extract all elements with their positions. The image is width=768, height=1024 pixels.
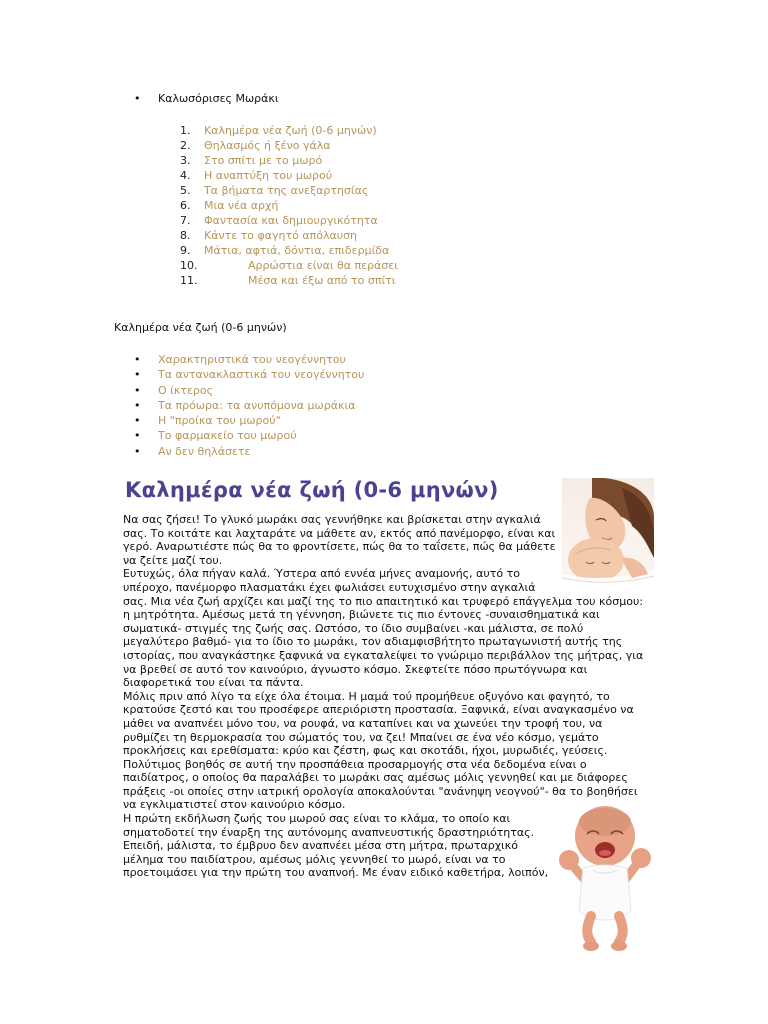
text-line: ρυθμίζει τη θερμοκρασία του σώματός του, να ζει! Μπαίνει σε ένα νέο κόσμο, γεμάτο (123, 730, 599, 744)
toc-number: 5. (180, 184, 191, 197)
text-line: προετοιμάσει για την πρώτη του αναπνοή. Με έναν ειδικό καθετήρα, λοιπόν, (123, 866, 549, 880)
toc-number: 1. (180, 124, 191, 137)
text-line: κρατούσε ζεστό και του προσέφερε απεριόριστη προστασία. Ξαφνικά, είναι αναγκασμένο να (123, 703, 634, 717)
toc-item (180, 258, 398, 273)
toc-number: 3. (180, 154, 191, 167)
subtopic-list (134, 352, 364, 459)
toc-link[interactable]: Μέσα και έξω από το σπίτι (248, 274, 396, 287)
subtopic-link[interactable]: Η "προίκα του μωρού" (158, 414, 281, 428)
bullet-dot: • (134, 444, 141, 458)
section-heading: Καλημέρα νέα ζωή (0-6 μηνών) (114, 321, 287, 334)
bullet-dot: • (134, 92, 141, 105)
subtopic-link[interactable]: Το φαρμακείο του μωρού (158, 429, 297, 443)
crying-baby-photo (555, 800, 655, 955)
text-line: μεγαλύτερο βαθμό- για το ίδιο το μωράκι, τον αδιαμφισβήτητο πρωταγωνιστή αυτής της (123, 635, 623, 649)
toc-link[interactable]: Αρρώστια είναι θα περάσει (248, 259, 398, 272)
text-line: σας. Μια νέα ζωή αρχίζει και μαζί της το πιο απαιτητικό και τρυφερό επάγγελμα του κόσμου: (123, 594, 644, 608)
toc-link[interactable]: Θηλασμός ή ξένο γάλα (204, 139, 331, 152)
subtopic-link[interactable]: Τα πρόωρα: τα ανυπόμονα μωράκια (158, 398, 356, 412)
subtopic-link[interactable]: Τα αντανακλαστικά του νεογέννητου (158, 368, 365, 382)
text-line: σας. Το κοιτάτε και λαχταράτε να μάθετε αν, εκτός από πανέμορφο, είναι και (123, 526, 556, 540)
toc-link[interactable]: Καλημέρα νέα ζωή (0-6 μηνών) (204, 124, 377, 137)
subtopic-link[interactable]: Ο ίκτερος (158, 383, 214, 397)
text-line: Η πρώτη εκδήλωση ζωής του μωρού σας είναι το κλάμα, το οποίο και (123, 812, 511, 826)
toc-number: 8. (180, 229, 191, 242)
text-line: σωματικά- στιγμές της ζωής σας. Ωστόσο, το ίδιο συμβαίνει -και μάλιστα, σε πολύ (123, 621, 584, 635)
bullet-dot: • (134, 368, 141, 382)
text-line: να εγκλιματιστεί στον καινούριο κόσμο. (123, 798, 346, 812)
toc-item (180, 183, 398, 198)
toc-number: 11. (180, 274, 198, 287)
toc-link[interactable]: Φαντασία και δημιουργικότητα (204, 214, 378, 227)
text-line: Πολύτιμος βοηθός σε αυτή την προσπάθεια προσαρμογής στα νέα δεδομένα είναι ο (123, 757, 587, 771)
toc-link[interactable]: Τα βήματα της ανεξαρτησίας (204, 184, 369, 197)
text-line: σηματοδοτεί την έναρξη της αυτόνομης αναπνευστικής δραστηριότητας. (123, 825, 535, 839)
subtopic-item (134, 367, 364, 382)
text-line: Να σας ζήσει! Το γλυκό μωράκι σας γεννήθηκε και βρίσκεται στην αγκαλιά (123, 513, 541, 526)
subtopic-item (134, 398, 364, 413)
toc-number: 6. (180, 199, 191, 212)
text-line: μέλημα του παιδίατρου, αμέσως μόλις γεννηθεί το μωρό, είναι να το (123, 852, 506, 866)
toc-number: 4. (180, 169, 191, 182)
subtopic-link[interactable]: Αν δεν θηλάσετε (158, 444, 251, 458)
bullet-dot: • (134, 353, 141, 366)
bullet-dot: • (134, 383, 141, 397)
top-bullet-item (134, 92, 279, 105)
table-of-contents (180, 123, 398, 288)
text-line: διαφορετικά του είναι τα πάντα. (123, 676, 304, 690)
toc-item (180, 138, 398, 153)
toc-item (180, 228, 398, 243)
subtopic-link[interactable]: Χαρακτηριστικά του νεογέννητου (158, 353, 346, 366)
text-line: γερό. Αναρωτιέστε πώς θα το φροντίσετε, πώς θα το ταΐσετε, πώς θα μάθετε (123, 540, 556, 554)
subtopic-item (134, 352, 364, 367)
text-line: παιδίατρος, ο οποίος θα παραλάβει το μωράκι σας αμέσως μόλις γεννηθεί και με διάφορες (123, 771, 628, 785)
toc-number: 10. (180, 259, 198, 272)
text-line: Ευτυχώς, όλα πήγαν καλά. Ύστερα από εννέα μήνες αναμονής, αυτό το (123, 567, 520, 581)
toc-link[interactable]: Η αναπτύξη του μωρού (204, 169, 333, 182)
text-line: μάθει να αναπνέει μόνο του, να ρουφά, να καταπίνει και να χωνεύει την τροφή του, να (123, 716, 603, 730)
bullet-dot: • (134, 414, 141, 428)
text-line: η μητρότητα. Αμέσως μετά τη γέννηση, βιώνετε τις πιο έντονες -συναισθηματικά και (123, 608, 600, 622)
toc-link[interactable]: Κάντε το φαγητό απόλαυση (204, 229, 358, 242)
toc-link[interactable]: Μια νέα αρχή (204, 199, 279, 212)
text-line: υπέροχο, πανέμορφο πλασματάκι έχει φωλιάσει ευτυχισμένο στην αγκαλιά (123, 580, 536, 594)
toc-link[interactable]: Μάτια, αφτιά, δόντια, επιδερμίδα (204, 244, 390, 257)
text-line: να βρεθεί σε αυτό τον καινούριο, άγνωστο κόσμο. Σκεφτείτε πόσο πρωτόγνωρα και (123, 662, 588, 676)
text-line: ιστορίας, που αναγκάστηκε ξαφνικά να εγκαταλείψει το γνώριμο περιβάλλον της μήτρας, για (123, 648, 644, 662)
text-line: Μόλις πριν από λίγο τα είχε όλα έτοιμα. Η μαμά τού προμήθευε οξυγόνο και φαγητό, το (123, 689, 610, 703)
subtopic-item (134, 444, 364, 459)
toc-item (180, 153, 398, 168)
text-line: πράξεις -οι οποίες στην ιατρική ορολογία αποκαλούνται "ανάνηψη νεογνού"- θα το βοηθήσει (123, 784, 638, 798)
subtopic-item (134, 413, 364, 428)
toc-link[interactable]: Στο σπίτι με το μωρό (204, 154, 323, 167)
toc-item (180, 168, 398, 183)
text-line: προκλήσεις και ερεθίσματα: κρύο και ζέστη, φως και σκοτάδι, ήχοι, μυρωδιές, γεύσεις. (123, 744, 608, 758)
toc-number: 7. (180, 214, 191, 227)
subtopic-item (134, 383, 364, 398)
toc-item (180, 123, 398, 138)
subtopic-item (134, 428, 364, 443)
toc-item (180, 273, 398, 288)
bullet-dot: • (134, 398, 141, 412)
toc-number: 9. (180, 244, 191, 257)
toc-item (180, 243, 398, 258)
text-line: να ζείτε μαζί του. (123, 553, 223, 567)
toc-item (180, 198, 398, 213)
toc-number: 2. (180, 139, 191, 152)
top-bullet-label: Καλωσόρισες Μωράκι (158, 92, 279, 105)
text-line: Επειδή, μάλιστα, το έμβρυο δεν αναπνέει μέσα στη μήτρα, πρωταρχικό (123, 839, 518, 853)
bullet-dot: • (134, 429, 141, 443)
article-title: Καλημέρα νέα ζωή (0-6 μηνών) (125, 478, 499, 502)
toc-item (180, 213, 398, 228)
